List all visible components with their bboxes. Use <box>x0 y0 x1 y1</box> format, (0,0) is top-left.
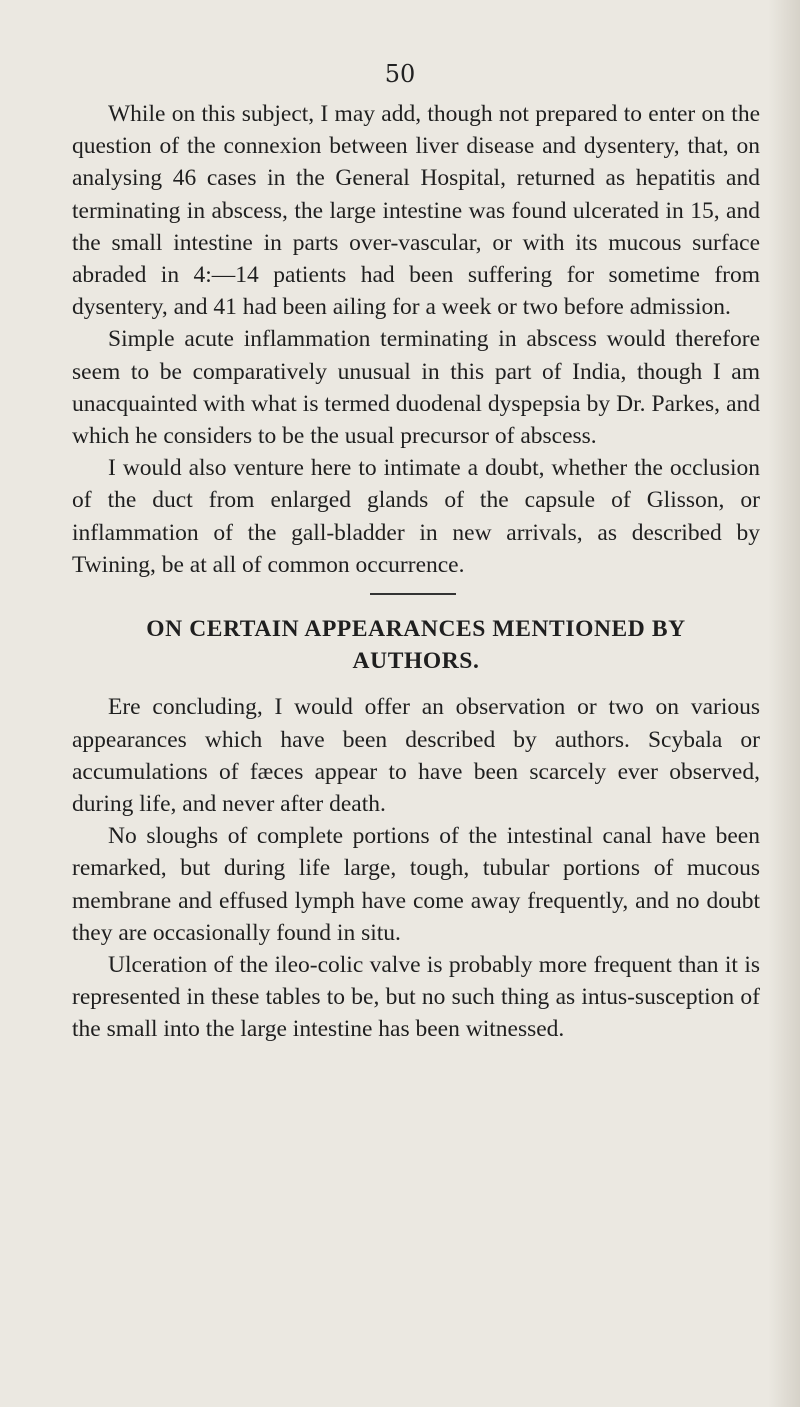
paragraph-occlusion-doubt: I would also venture here to intimate a doubt, whether the occlusion of the duct from enlarged glands of the capsule of Glisson, or inflammation of the gall-bladder in new arrivals, as described by Twining, be at all of common occurrence. <box>72 455 760 578</box>
paragraph-no-sloughs: No sloughs of complete portions of the intestinal canal have been remarked, but during life large, tough, tubular portions of mucous membrane and effused lymph have come away frequently, and no doubt they are occasionally found in situ. <box>72 823 760 946</box>
section-divider <box>72 581 760 607</box>
page-number: 50 <box>384 60 416 88</box>
paragraph-ulceration: Ulceration of the ileo-colic valve is probably more frequent than it is represented in these tables to be, but no such thing as intus-susception of the small into the large intestine has been witnessed. <box>72 952 760 1043</box>
paragraph-ere-concluding: Ere concluding, I would offer an observation or two on various appearances which have been described by authors. Scybala or accumulations of fæces appear to have been scarcely ever observed, during life, and never after death. <box>72 694 760 818</box>
page-body <box>72 98 760 1046</box>
section-heading <box>72 607 760 691</box>
section-heading-line-2: AUTHORS. <box>352 648 480 675</box>
paragraph-simple-acute-inflammation: Simple acute inflammation terminating in abscess would therefore seem to be comparatively unusual in this part of India, though I am unacquainted with what is termed duodenal dyspepsia by Dr. Parkes, and which he considers to be the usual precursor of abscess. <box>72 326 760 450</box>
paragraph-liver-dysentery: While on this subject, I may add, though not prepared to enter on the question of the connexion between liver disease and dysentery, that, on analysing 46 cases in the General Hospital, returned as hepatitis and terminating in abscess, the large intestine was found ulcerated in 15, and the small intestine in parts over-vascular, or with its mucous surface abraded in 4:—14 patients had been suffering for sometime from dysentery, and 41 had been ailing for a week or two before admission. <box>72 101 760 321</box>
section-heading-line-1: ON CERTAIN APPEARANCES MENTIONED BY <box>146 616 686 643</box>
divider-rule <box>370 593 456 595</box>
